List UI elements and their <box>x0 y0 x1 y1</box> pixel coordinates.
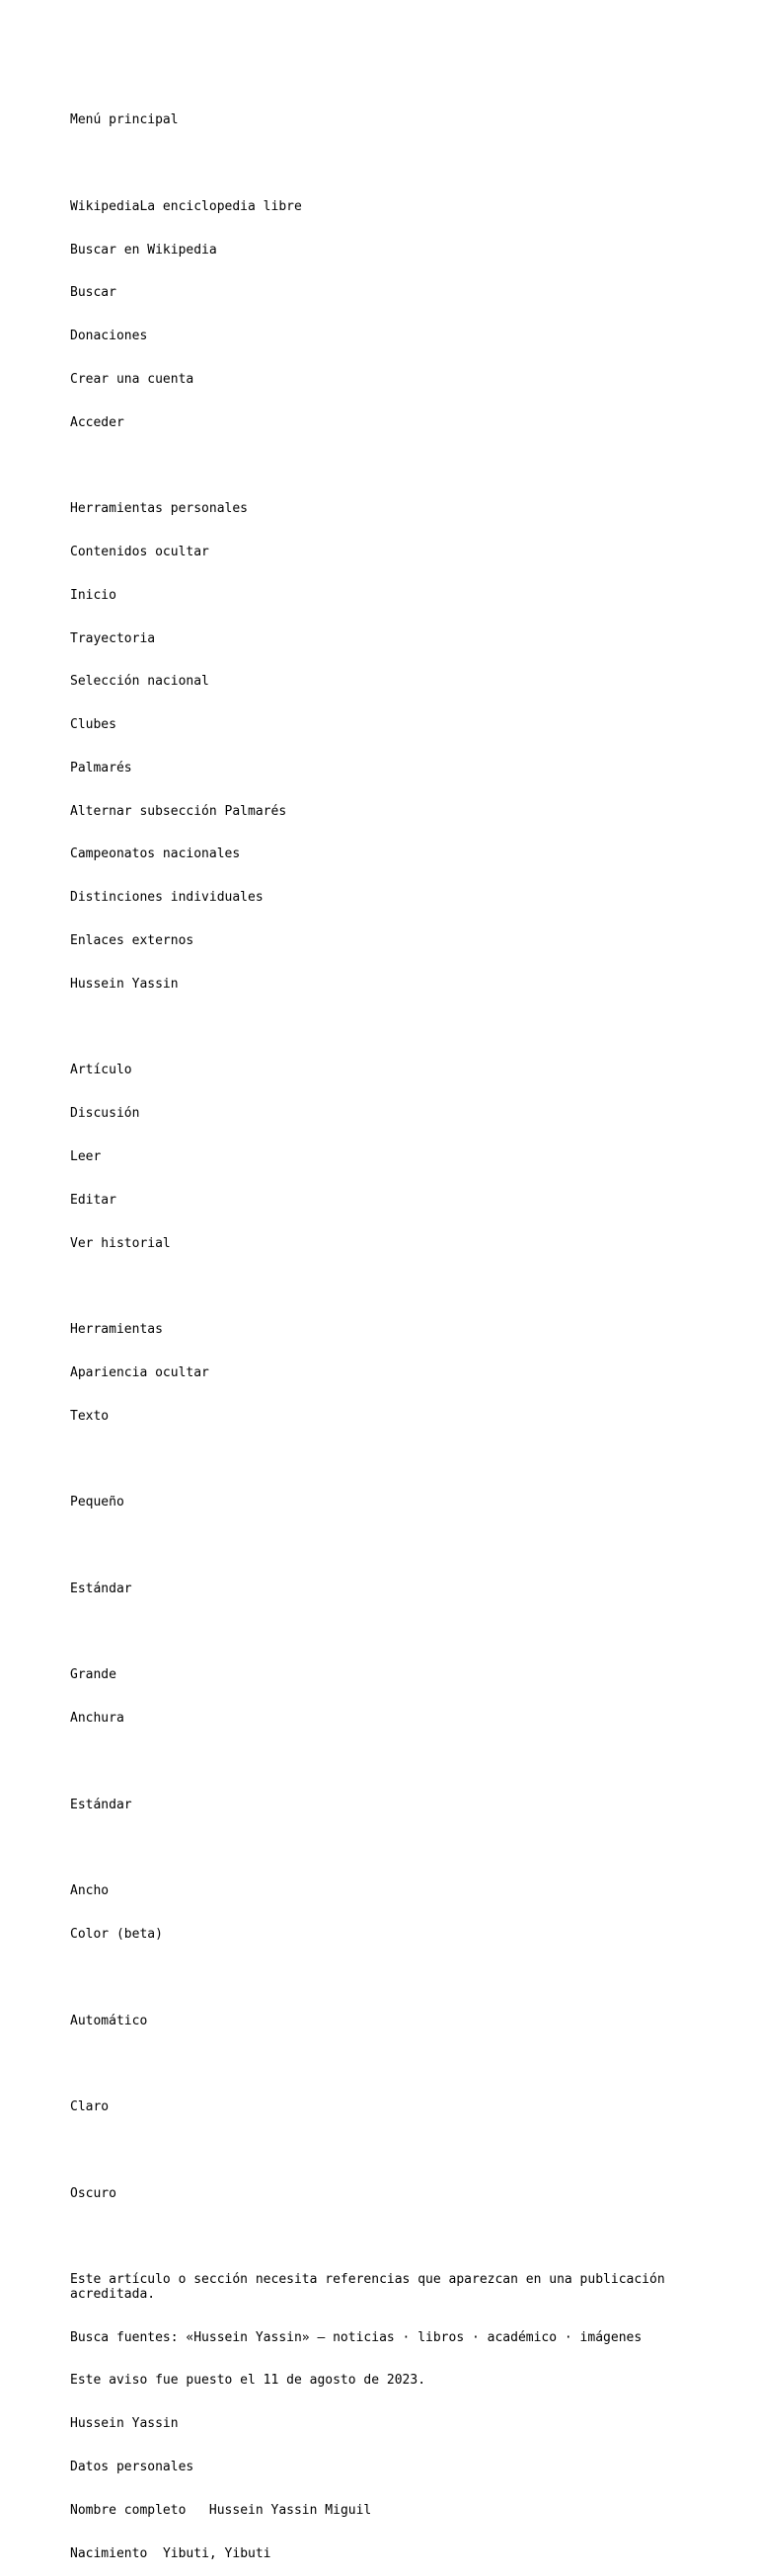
spacer <box>70 1280 721 1294</box>
main-menu-button[interactable]: Menú principal <box>70 112 179 128</box>
infobox-value: Hussein Yassin Miguil <box>208 2502 372 2518</box>
spacer <box>70 1971 721 1986</box>
toc-item-palmares[interactable]: Palmarés <box>70 760 132 775</box>
spacer <box>70 1021 721 1036</box>
toc-item-trayectoria[interactable]: Trayectoria <box>70 630 156 646</box>
tab-history[interactable]: Ver historial <box>70 1235 171 1251</box>
search-sources-links[interactable]: Busca fuentes: «Hussein Yassin» – noticias · libros · académico · imágenes <box>70 2329 643 2345</box>
spacer <box>70 1626 721 1641</box>
spacer <box>70 1755 721 1770</box>
color-light-option[interactable]: Claro <box>70 2099 110 2115</box>
search-input-label[interactable]: Buscar en Wikipedia <box>70 242 217 258</box>
toc-toggle[interactable]: Contenidos ocultar <box>70 545 209 559</box>
infobox-title: Hussein Yassin <box>70 2416 179 2432</box>
infobox-value-link[interactable]: Yibuti, Yibuti <box>162 2545 271 2561</box>
spacer <box>70 2230 721 2245</box>
text-size-standard-option[interactable]: Estándar <box>70 1581 132 1596</box>
spacer <box>70 1841 721 1856</box>
width-standard-option[interactable]: Estándar <box>70 1797 132 1812</box>
tab-read[interactable]: Leer <box>70 1148 102 1164</box>
create-account-link[interactable]: Crear una cuenta <box>70 371 194 387</box>
infobox-label: Nacimiento <box>70 2545 148 2561</box>
spacer <box>70 2144 721 2159</box>
toc-item-inicio[interactable]: Inicio <box>70 587 116 603</box>
spacer <box>70 459 721 474</box>
width-label: Anchura <box>70 1711 124 1727</box>
text-size-large-option[interactable]: Grande <box>70 1667 116 1683</box>
search-button[interactable]: Buscar <box>70 285 116 301</box>
donate-link[interactable]: Donaciones <box>70 329 148 344</box>
text-size-label: Texto <box>70 1408 110 1424</box>
spacer <box>70 2057 721 2072</box>
color-dark-option[interactable]: Oscuro <box>70 2185 116 2201</box>
infobox-row-full-name <box>70 2504 721 2519</box>
infobox-section-header: Datos personales <box>70 2459 194 2474</box>
toc-item-seleccion-nacional[interactable]: Selección nacional <box>70 674 209 690</box>
tab-discussion[interactable]: Discusión <box>70 1106 140 1122</box>
spacer <box>70 1452 721 1467</box>
toc-item-campeonatos-nacionales[interactable]: Campeonatos nacionales <box>70 846 241 862</box>
width-wide-option[interactable]: Ancho <box>70 1883 110 1899</box>
spacer <box>70 1539 721 1554</box>
appearance-toggle[interactable]: Apariencia ocultar <box>70 1364 209 1380</box>
toc-item-distinciones-individuales[interactable]: Distinciones individuales <box>70 890 264 906</box>
spacer <box>70 157 721 172</box>
tab-article[interactable]: Artículo <box>70 1063 132 1078</box>
tab-edit[interactable]: Editar <box>70 1192 116 1208</box>
notice-date: Este aviso fue puesto el 11 de agosto de 2023. <box>70 2373 426 2389</box>
color-auto-option[interactable]: Automático <box>70 2013 148 2028</box>
personal-tools-menu[interactable]: Herramientas personales <box>70 501 249 517</box>
infobox-row-birth <box>70 2547 721 2562</box>
color-label: Color (beta) <box>70 1927 163 1942</box>
references-notice: Este artículo o sección necesita referencias que aparezcan en una publicación acreditada. <box>70 2272 673 2302</box>
toc-item-enlaces-externos[interactable]: Enlaces externos <box>70 933 194 949</box>
toc-toggle-palmares-subsection[interactable]: Alternar subsección Palmarés <box>70 803 287 819</box>
text-size-small-option[interactable]: Pequeño <box>70 1495 124 1510</box>
page-title: Hussein Yassin <box>70 976 179 992</box>
page-content <box>70 85 721 2576</box>
tools-menu[interactable]: Herramientas <box>70 1322 163 1338</box>
site-logo-link[interactable]: WikipediaLa enciclopedia libre <box>70 198 302 214</box>
login-link[interactable]: Acceder <box>70 414 124 430</box>
toc-item-clubes[interactable]: Clubes <box>70 717 116 733</box>
infobox-label: Nombre completo <box>70 2502 187 2518</box>
